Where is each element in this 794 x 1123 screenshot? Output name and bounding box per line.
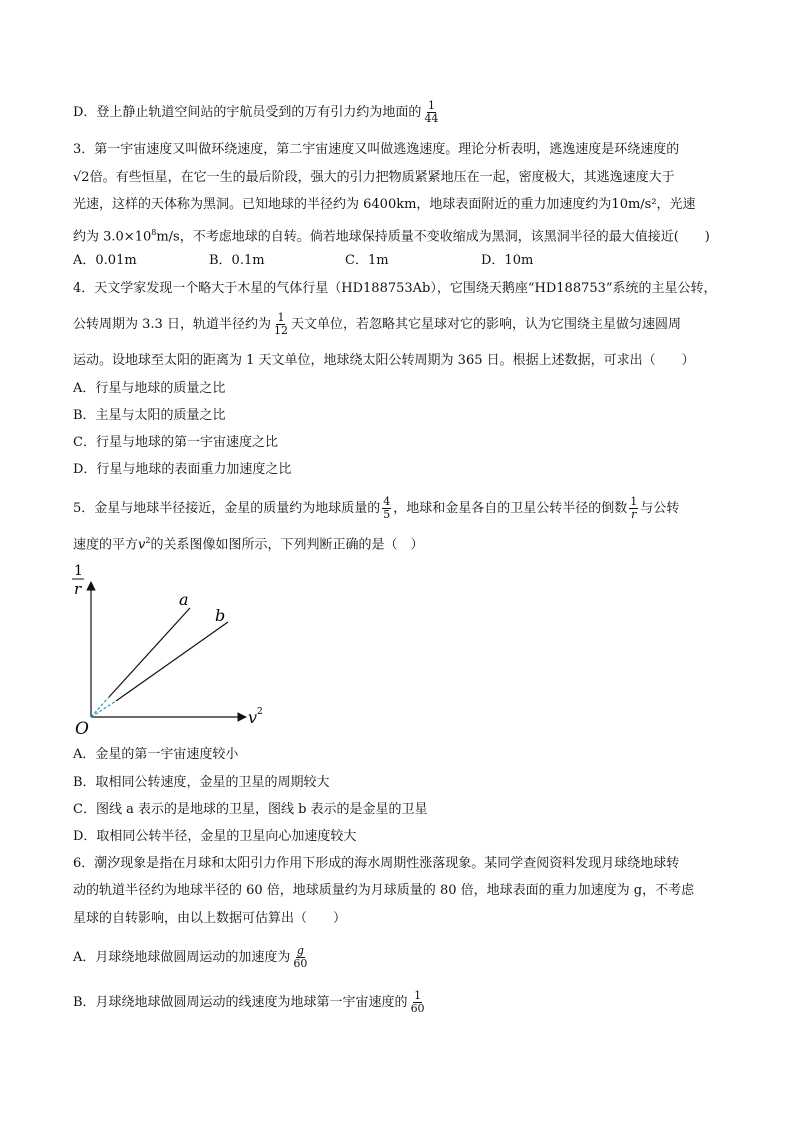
q3-stem-line1: 3．第一宇宙速度又叫做环绕速度，第二宇宙速度又叫做逃逸速度。理论分析表明，逃逸速度是环绕速度的: [73, 142, 680, 157]
q2-option-d-fraction: [423, 100, 439, 125]
q5-option-b: B．取相同公转速度，金星的卫星的周期较大: [73, 775, 330, 790]
velocity-variable: v: [138, 537, 146, 553]
x-axis-label-exp: 2: [257, 707, 263, 717]
fraction-numerator: 1: [414, 989, 422, 1002]
q6-option-a: [73, 945, 310, 970]
q3-option-c: C．1m: [345, 253, 389, 268]
q3-stem-line4: [73, 224, 710, 246]
q3-stem-line4-post: m/s，不考虑地球的自转。倘若地球保持质量不变收缩成为黑洞，该黑洞半径的最大值接近( ): [156, 229, 710, 245]
q6-option-b-text: B．月球绕地球做圆周运动的线速度为地球第一宇宙速度的: [73, 995, 408, 1010]
x-axis-label: v: [248, 708, 258, 727]
q5-stem-line2: [73, 532, 423, 554]
q3-stem-line3: 光速，这样的天体称为黑洞。已知地球的半径约为 6400km，地球表面附近的重力加速度约为10m/s²，光速: [73, 197, 696, 212]
fraction-denominator: 60: [410, 1002, 425, 1015]
fraction-denominator: 5: [383, 508, 391, 521]
q3-stem-line2-text: 倍。有些恒星，在它一生的最后阶段，强大的引力把物质紧紧地压在一起，密度极大，其逃逸速度大于: [89, 170, 675, 185]
line-b: [116, 622, 228, 701]
line-a: [109, 608, 190, 697]
y-axis-label-num: 1: [74, 563, 83, 579]
fraction-denominator: r: [631, 508, 637, 521]
fraction-numerator: 4: [383, 495, 391, 508]
q4-option-c: C．行星与地球的第一宇宙速度之比: [73, 435, 278, 450]
q5-stem-line1-post: 与公转: [640, 501, 680, 516]
q3-stem-line2: [73, 169, 675, 187]
fraction-numerator: 1: [277, 311, 285, 324]
q4-stem-line3: 运动。设地球至太阳的距离为 1 天文单位，地球绕太阳公转周期为 365 日。根据上述数据，可求出（ ）: [73, 353, 695, 368]
q3-options: [73, 252, 617, 270]
q6-option-a-text: A．月球绕地球做圆周运动的加速度为: [73, 950, 291, 965]
q5-stem-line2-post: 的关系图像如图所示，下列判断正确的是（ ）: [150, 537, 424, 553]
q2-option-d: [73, 100, 441, 125]
q4-option-d: D．行星与地球的表面重力加速度之比: [73, 462, 292, 477]
q3-option-a: A．0.01m: [73, 253, 137, 268]
q4-stem-line2-pre: 公转周期为 3.3 日，轨道半径约为: [73, 317, 271, 332]
fraction-denominator: 12: [273, 324, 288, 337]
q5-option-c: C．图线 a 表示的是地球的卫星，图线 b 表示的是金星的卫星: [73, 802, 428, 817]
q6-stem-line2: 动的轨道半径约为地球半径的 60 倍，地球质量约为月球质量的 80 倍，地球表面的重力加速度为 g，不考虑: [73, 883, 695, 898]
q5-stem-line1-pre: 5．金星与地球半径接近，金星的质量约为地球质量的: [73, 501, 381, 516]
q5-option-d: D．取相同公转半径，金星的卫星向心加速度较大: [73, 829, 357, 844]
q4-option-a: A．行星与地球的质量之比: [73, 381, 226, 396]
q4-stem-line1: 4．天文学家发现一个略大于木星的气体行星（HD188753Ab），它围绕天鹅座“HD188753”系统的主星公转，: [73, 281, 717, 296]
fraction-denominator: 44: [424, 112, 439, 125]
q5-graph: [66, 560, 276, 740]
q6-option-a-fraction: [292, 945, 308, 970]
line-b-label: b: [215, 606, 226, 625]
origin-label: O: [75, 719, 89, 739]
q4-stem-line2-post: 天文单位，若忽略其它星球对它的影响，认为它围绕主星做匀速圆周: [290, 317, 681, 332]
q5-stem-line1: [73, 496, 679, 521]
q2-option-d-text: D．登上静止轨道空间站的宇航员受到的万有引力约为地面的: [73, 105, 422, 120]
q4-stem-line2: [73, 312, 681, 337]
q5-stem-line1-mid: ，地球和金星各自的卫星公转半径的倒数: [393, 501, 628, 516]
q5-option-a: A．金星的第一宇宙速度较小: [73, 747, 239, 762]
q6-stem-line1: 6．潮汐现象是指在月球和太阳引力作用下形成的海水周期性涨落现象。某同学查阅资料发现月球绕地球转: [73, 856, 680, 871]
q5-fraction-inverse-r: [629, 496, 638, 521]
q3-stem-line4-pre: 约为 3.0×10: [73, 229, 152, 245]
exponent: 2: [145, 536, 151, 545]
line-a-label: a: [179, 590, 189, 609]
q5-fraction-mass: [382, 496, 391, 521]
y-axis-label-den: r: [74, 580, 82, 598]
q3-option-d: D．10m: [481, 253, 534, 268]
fraction-numerator: g: [296, 944, 304, 957]
q6-option-b-fraction: [410, 990, 426, 1015]
line-a-dashed: [91, 697, 109, 717]
q6-option-b: [73, 990, 428, 1015]
fraction-numerator: 1: [427, 99, 435, 112]
q3-option-b: B．0.1m: [209, 253, 265, 268]
q4-option-b: B．主星与太阳的质量之比: [73, 408, 226, 423]
fraction-denominator: 60: [293, 957, 308, 970]
line-b-dashed: [91, 701, 116, 717]
sqrt-expression: √2: [73, 170, 90, 185]
q5-stem-line2-pre: 速度的平方: [73, 537, 139, 553]
fraction-numerator: 1: [630, 495, 638, 508]
q4-fraction: [273, 312, 289, 337]
q6-stem-line3: 星球的自转影响，由以上数据可估算出（ ）: [73, 911, 347, 926]
exponent: 8: [151, 228, 157, 237]
